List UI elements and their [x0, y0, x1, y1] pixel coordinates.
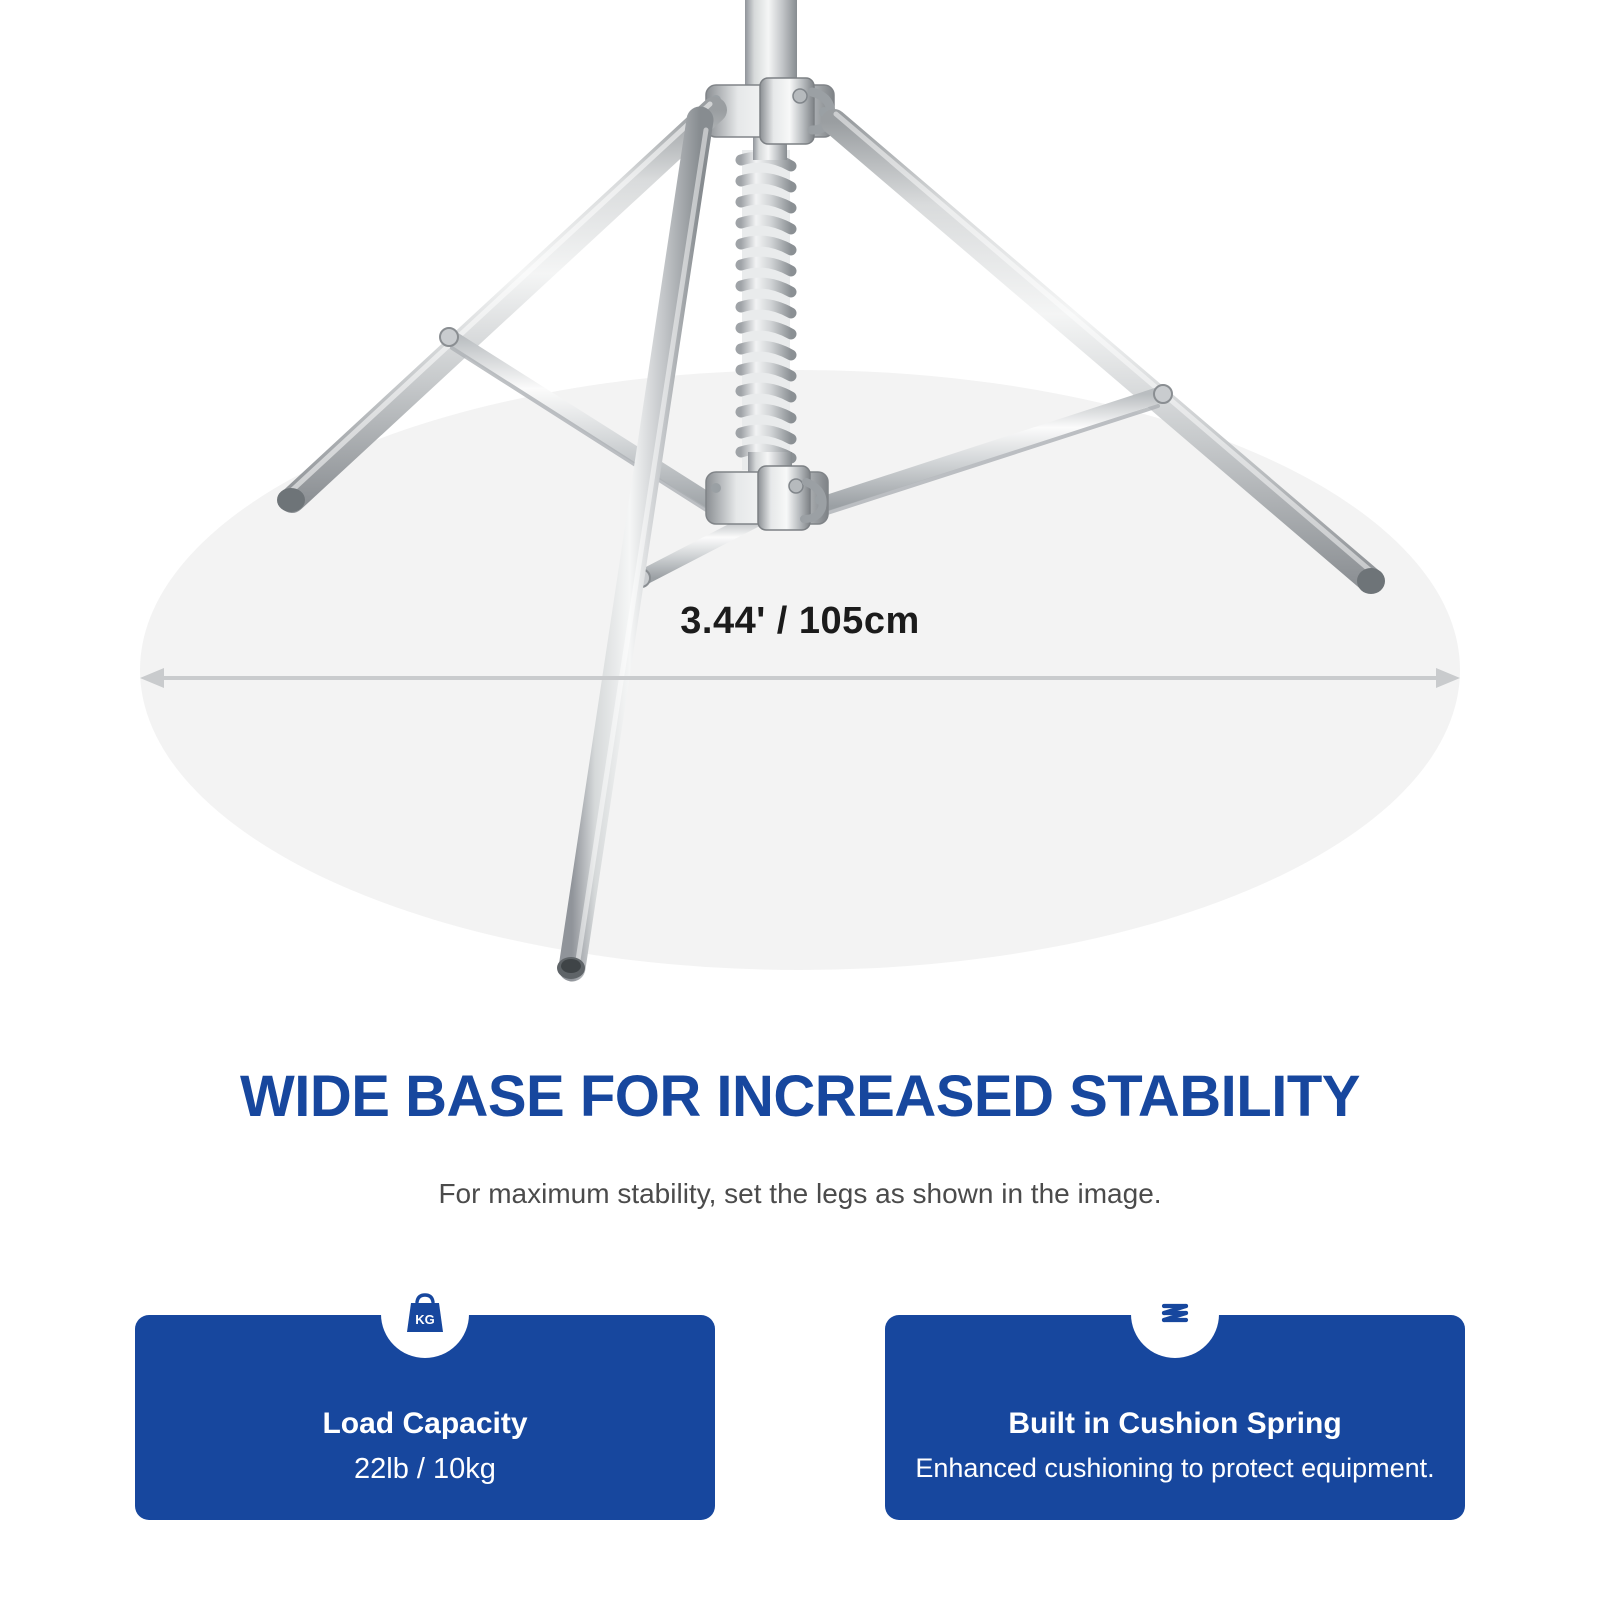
feature-card-title: Load Capacity: [322, 1407, 528, 1440]
feature-card-description: 22lb / 10kg: [354, 1453, 496, 1485]
feature-card-list: [0, 1312, 1600, 1575]
page-subtitle: For maximum stability, set the legs as shown in the image.: [438, 1178, 1162, 1209]
page-title: WIDE BASE FOR INCREASED STABILITY: [240, 1064, 1360, 1129]
feature-card-title: Built in Cushion Spring: [1008, 1407, 1342, 1440]
feature-card-load-capacity: [135, 1312, 715, 1520]
feature-card-cushion-spring: [885, 1315, 1465, 1520]
feature-card-description: Enhanced cushioning to protect equipment.: [915, 1453, 1435, 1483]
lower-hub: [706, 466, 828, 530]
weight-bag-icon: [381, 1270, 469, 1358]
weight-icon-unit: KG: [415, 1312, 435, 1327]
spring-icon: [1131, 1270, 1219, 1358]
dimension-label: 3.44' / 105cm: [680, 600, 920, 642]
dimension-measure: [140, 600, 1460, 710]
